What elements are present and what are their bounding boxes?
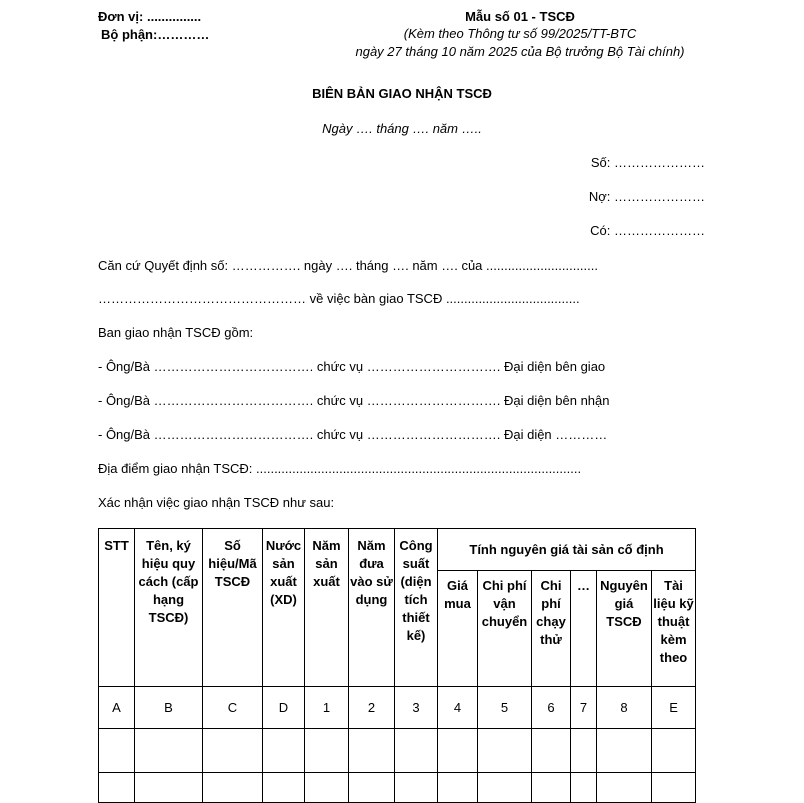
member-3-line: - Ông/Bà ………………………………. chức vụ …………………………. Đại diện ………… <box>98 427 608 442</box>
bo-phan: Bộ phận:………… <box>101 27 210 42</box>
header-ten: Tên, ký hiệu quy cách (cấp hạng TSCĐ) <box>135 529 203 687</box>
mau-so: Mẫu số 01 - TSCĐ <box>465 9 575 24</box>
xac-nhan-line: Xác nhận việc giao nhận TSCĐ như sau: <box>98 495 335 510</box>
header-tai-lieu: Tài liệu kỹ thuật kèm theo <box>652 571 696 687</box>
can-cu-line: Căn cứ Quyết định số: ……………. ngày …. tháng …. năm …. của ............................... <box>98 258 598 273</box>
header-ellipsis: … <box>571 571 597 687</box>
ban-giao-line: Ban giao nhận TSCĐ gồm: <box>98 325 254 340</box>
member-1-line: - Ông/Bà ………………………………. chức vụ …………………………. Đại diện bên giao <box>98 359 606 374</box>
header-so-hieu: Số hiệu/Mã TSCĐ <box>203 529 263 687</box>
code-cell: 4 <box>438 687 478 729</box>
header-chay-thu: Chi phí chạy thử <box>532 571 571 687</box>
header-cong-suat: Công suất (diện tích thiết kế) <box>395 529 438 687</box>
header-gia-mua: Giá mua <box>438 571 478 687</box>
so-field: Số: ………………… <box>590 155 705 170</box>
code-cell: 6 <box>532 687 571 729</box>
kem-theo: (Kèm theo Thông tư số 99/2025/TT-BTC <box>403 26 637 41</box>
code-cell: D <box>263 687 305 729</box>
code-cell: 3 <box>395 687 438 729</box>
asset-table <box>98 528 696 803</box>
ngay-btc: ngày 27 tháng 10 năm 2025 của Bộ trưởng Bộ Tài chính) <box>355 44 685 59</box>
header-nguyen-gia: Nguyên giá TSCĐ <box>597 571 652 687</box>
header-nam-dua: Năm đưa vào sử dụng <box>349 529 395 687</box>
dia-diem-line: Địa điểm giao nhận TSCĐ: .......................................................................................... <box>98 461 582 476</box>
code-cell: 2 <box>349 687 395 729</box>
code-cell: A <box>99 687 135 729</box>
co-field: Có: ………………… <box>590 223 705 238</box>
don-vi: Đơn vị: ............... <box>98 9 202 24</box>
header-van-chuyen: Chi phí vận chuyển <box>478 571 532 687</box>
code-cell: B <box>135 687 203 729</box>
table-row <box>99 729 696 773</box>
no-field: Nợ: ………………… <box>588 189 705 204</box>
header-nam-sx: Năm sản xuất <box>305 529 349 687</box>
code-cell: C <box>203 687 263 729</box>
code-cell: E <box>652 687 696 729</box>
code-cell: 1 <box>305 687 349 729</box>
code-cell: 5 <box>478 687 532 729</box>
member-2-line: - Ông/Bà ………………………………. chức vụ …………………………. Đại diện bên nhận <box>98 393 610 408</box>
header-stt: STT <box>99 529 135 687</box>
header-nuoc: Nước sản xuất (XD) <box>263 529 305 687</box>
date-line: Ngày …. tháng …. năm ….. <box>322 121 482 136</box>
code-cell: 8 <box>597 687 652 729</box>
ve-viec-line: ………………………………………… về việc bàn giao TSCĐ ..................................... <box>98 291 580 306</box>
table-row <box>99 773 696 803</box>
page-title: BIÊN BẢN GIAO NHẬN TSCĐ <box>312 86 492 101</box>
header-nguyen-gia-group: Tính nguyên giá tài sản cố định <box>438 529 696 571</box>
code-cell: 7 <box>571 687 597 729</box>
